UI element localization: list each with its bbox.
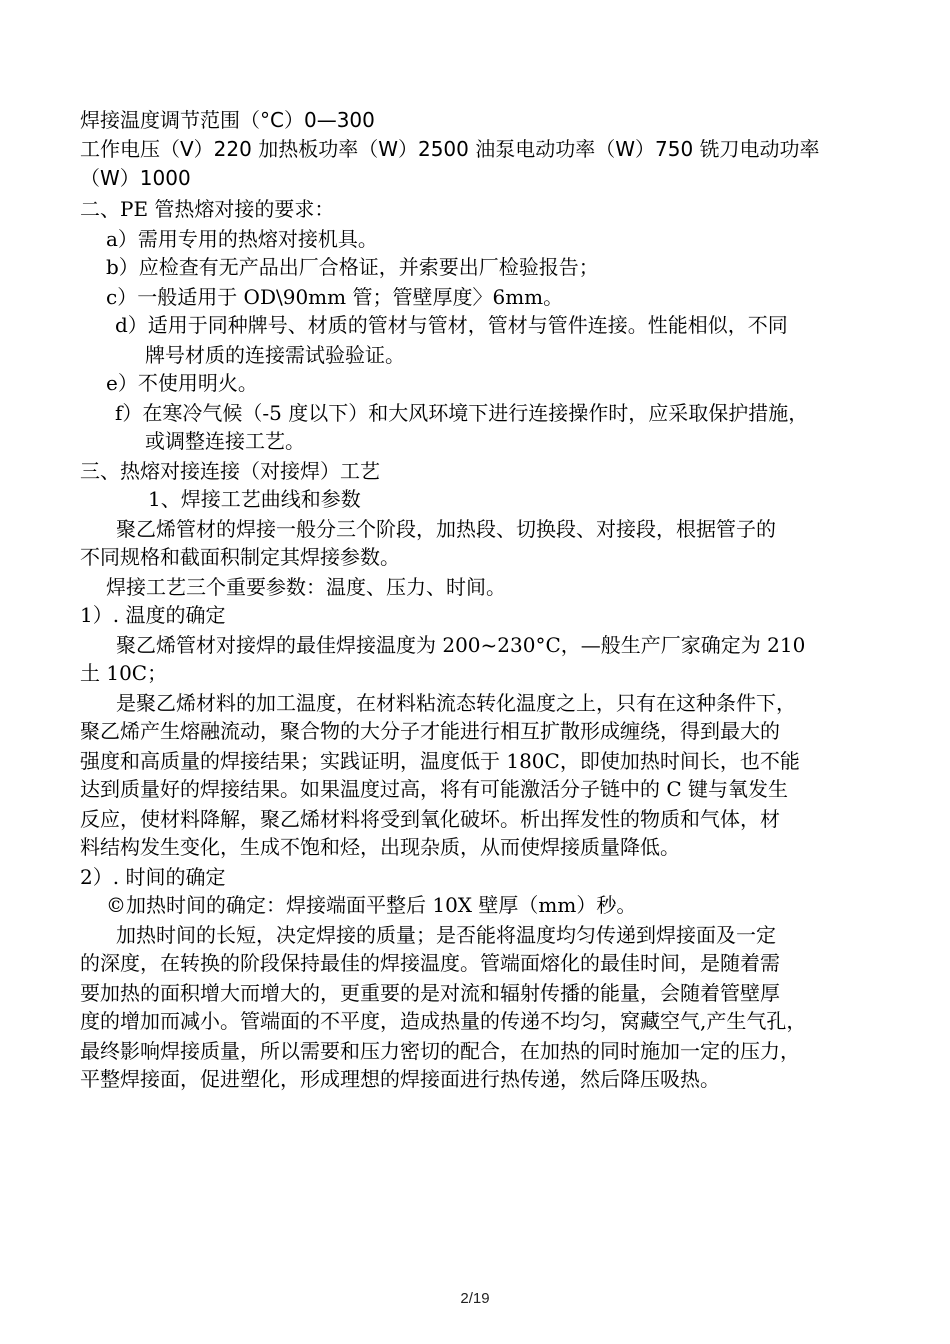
paragraph-line: 聚乙烯产生熔融流动，聚合物的大分子才能进行相互扩散形成缠绕，得到最大的 [80, 719, 780, 743]
paragraph-line: ©加热时间的确定：焊接端面平整后 10X 壁厚（mm）秒。 [106, 893, 637, 917]
subsection-heading: 2）. 时间的确定 [80, 865, 226, 889]
section-heading: 三、热熔对接连接（对接焊）工艺 [80, 459, 380, 483]
list-item: b）应检查有无产品出厂合格证，并索要出厂检验报告； [106, 255, 599, 279]
paragraph-line: 聚乙烯管材对接焊的最佳焊接温度为 200~230°C，—般生产厂家确定为 210 [116, 633, 806, 657]
paragraph-line: 要加热的面积增大而增大的，更重要的是对流和辐射传播的能量，会随着管壁厚 [80, 981, 780, 1005]
list-item: e）不使用明火。 [106, 371, 258, 395]
paragraph-line: 的深度，在转换的阶段保持最佳的焊接温度。管端面熔化的最佳时间，是随着需 [80, 951, 780, 975]
paragraph-line: 焊接工艺三个重要参数：温度、压力、时间。 [106, 575, 506, 599]
paragraph-line: 料结构发生变化，生成不饱和烃，出现杂质，从而使焊接质量降低。 [80, 835, 680, 859]
paragraph-line: 是聚乙烯材料的加工温度，在材料粘流态转化温度之上，只有在这种条件下， [116, 691, 796, 715]
list-item: d）适用于同种牌号、材质的管材与管材，管材与管件连接。性能相似，不同 [115, 313, 788, 337]
paragraph-line: 加热时间的长短，决定焊接的质量；是否能将温度均匀传递到焊接面及一定 [116, 923, 776, 947]
paragraph-line: 不同规格和截面积制定其焊接参数。 [80, 545, 400, 569]
paragraph-line: 强度和高质量的焊接结果；实践证明，温度低于 180C，即使加热时间长，也不能 [80, 749, 800, 773]
list-item-continuation: 或调整连接工艺。 [145, 429, 305, 453]
text-line: （W）1000 [80, 166, 191, 190]
list-item: c）一般适用于 OD\90mm 管；管壁厚度〉6mm。 [106, 285, 564, 309]
paragraph-line: 反应，使材料降解，聚乙烯材料将受到氧化破坏。析出挥发性的物质和气体，材 [80, 807, 780, 831]
text-line: 焊接温度调节范围（°C）0—300 [80, 108, 375, 132]
paragraph-line: 土 10C； [80, 661, 168, 685]
paragraph-line: 度的增加而减小。管端面的不平度，造成热量的传递不均匀，窝藏空气,产生气孔， [80, 1009, 807, 1033]
paragraph-line: 平整焊接面，促进塑化，形成理想的焊接面进行热传递，然后降压吸热。 [80, 1067, 720, 1091]
list-item: f）在寒冷气候（-5 度以下）和大风环境下进行连接操作时，应采取保护措施， [115, 401, 809, 425]
list-item: a）需用专用的热熔对接机具。 [106, 227, 378, 251]
subsection-heading: 1）. 温度的确定 [80, 603, 226, 627]
text-line: 工作电压（V）220 加热板功率（W）2500 油泵电动功率（W）750 铣刀电动功率 [80, 137, 820, 161]
page-number: 2/19 [460, 1290, 490, 1307]
paragraph-line: 聚乙烯管材的焊接一般分三个阶段，加热段、切换段、对接段，根据管子的 [116, 517, 776, 541]
subsection-heading: 1、焊接工艺曲线和参数 [148, 487, 361, 511]
paragraph-line: 最终影响焊接质量，所以需要和压力密切的配合，在加热的同时施加一定的压力， [80, 1039, 800, 1063]
paragraph-line: 达到质量好的焊接结果。如果温度过高，将有可能激活分子链中的 C 键与氧发生 [80, 777, 789, 801]
section-heading: 二、PE 管热熔对接的要求： [80, 197, 335, 221]
list-item-continuation: 牌号材质的连接需试验验证。 [145, 343, 405, 367]
